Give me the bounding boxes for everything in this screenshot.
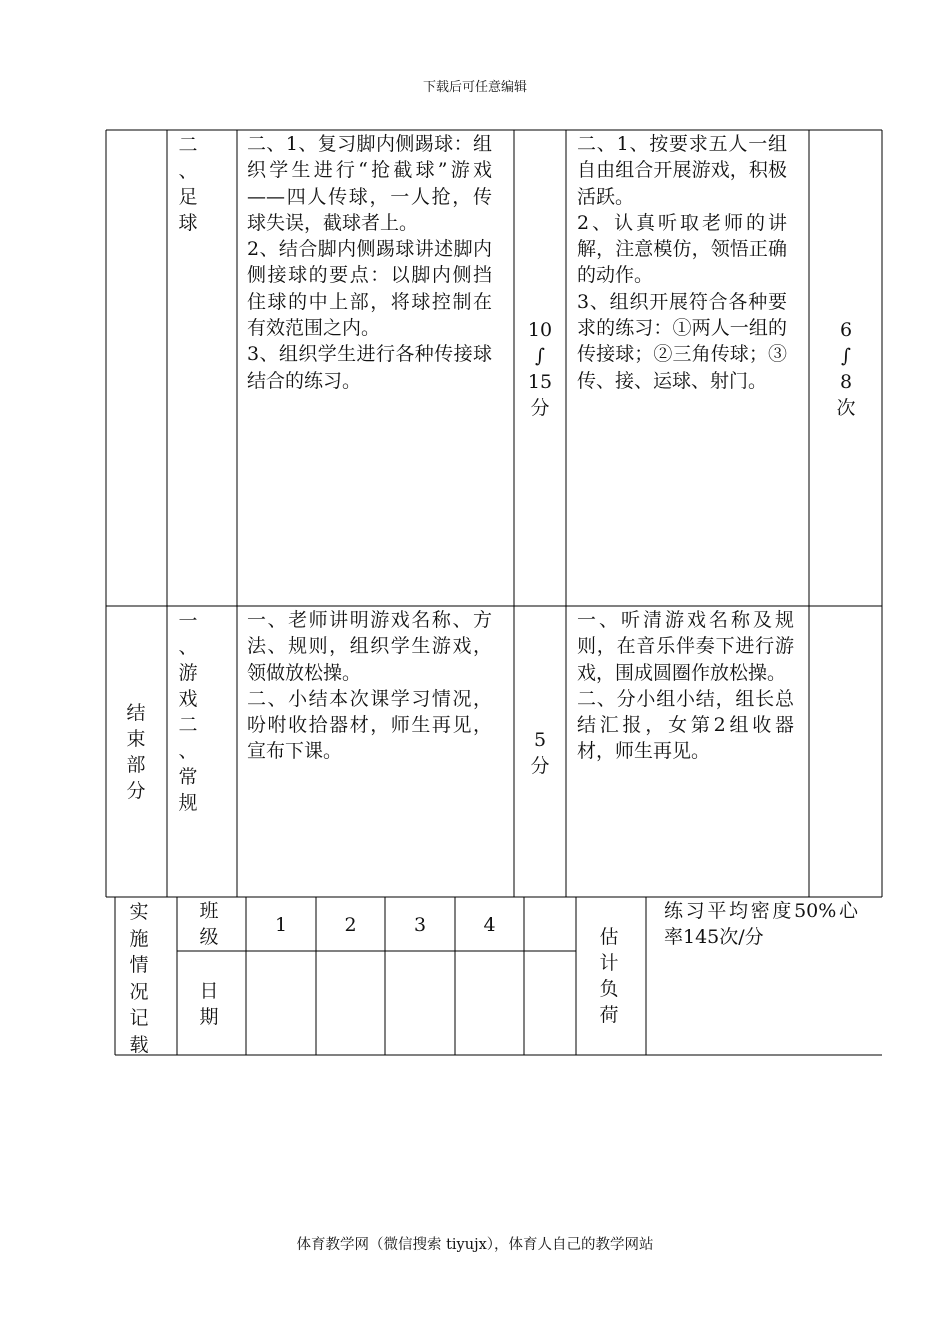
row1-teacher-step-2: 2、结合脚内侧踢球讲述脚内侧接球的要点：以脚内侧挡住球的中上部，将球控制在有效范围之内。 [247,238,492,340]
record-class-2: 2 [344,914,357,936]
row1-teacher-step-1: 二、1、复习脚内侧踢球：组织学生进行“抢截球”游戏——四人传球，一人抢，传球失误，截球者上。 [247,133,492,234]
row2-teacher-step-1: 一、老师讲明游戏名称、方法、规则，组织学生游戏，领做放松操。 [247,609,492,684]
row2-student-step-2: 二、分小组小结，组长总结汇报，女第2组收器材，师生再见。 [577,687,794,763]
row1-student-step-2: 2、认真听取老师的讲解，注意模仿，领悟正确的动作。 [577,211,787,287]
row2-time: 5 分 [530,729,550,777]
row1-time: 10 ∫ 15 分 [527,319,553,419]
row2-topic: 一 、 游 戏 二 、 常 规 [178,610,198,814]
row1-student-content [577,131,787,394]
row2-teacher-content [247,607,492,765]
row1-teacher-content [247,131,492,394]
record-load-label: 估 计 负 荷 [599,926,619,1026]
record-load-text [664,898,858,951]
row2-section: 结 束 部 分 [126,702,146,802]
row1-topic: 二 、 足 球 [178,134,198,234]
row2-student-content [577,607,794,765]
row1-student-step-3: 3、组织开展符合各种要求的练习：①两人一组的传接球；②三角传球；③传、接、运球、射门。 [577,290,787,392]
record-class-4: 4 [483,914,496,936]
row2-teacher-step-2: 二、小结本次课学习情况，吩咐收拾器材，师生再见，宣布下课。 [247,687,492,763]
record-date-label: 日 期 [199,980,219,1028]
record-class-label: 班 级 [199,900,219,948]
row2-student-step-1: 一、听清游戏名称及规则，在音乐伴奏下进行游戏，围成圆圈作放松操。 [577,609,794,684]
page-header: 下载后可任意编辑 [422,80,527,95]
record-class-1: 1 [274,914,288,936]
row1-count: 6 ∫ 8 次 [836,319,856,419]
record-class-3: 3 [413,914,427,936]
page-footer: 体育教学网（微信搜索 tiyujx），体育人自己的教学网站 [296,1237,654,1253]
record-load-value: 练习平均密度50%心率145次/分 [664,900,858,949]
record-title: 实 施 情 况 记 载 [129,901,149,1056]
row1-teacher-step-3: 3、组织学生进行各种传接球结合的练习。 [247,343,492,392]
row1-student-step-1: 二、1、按要求五人一组自由组合开展游戏，积极活跃。 [577,133,787,208]
